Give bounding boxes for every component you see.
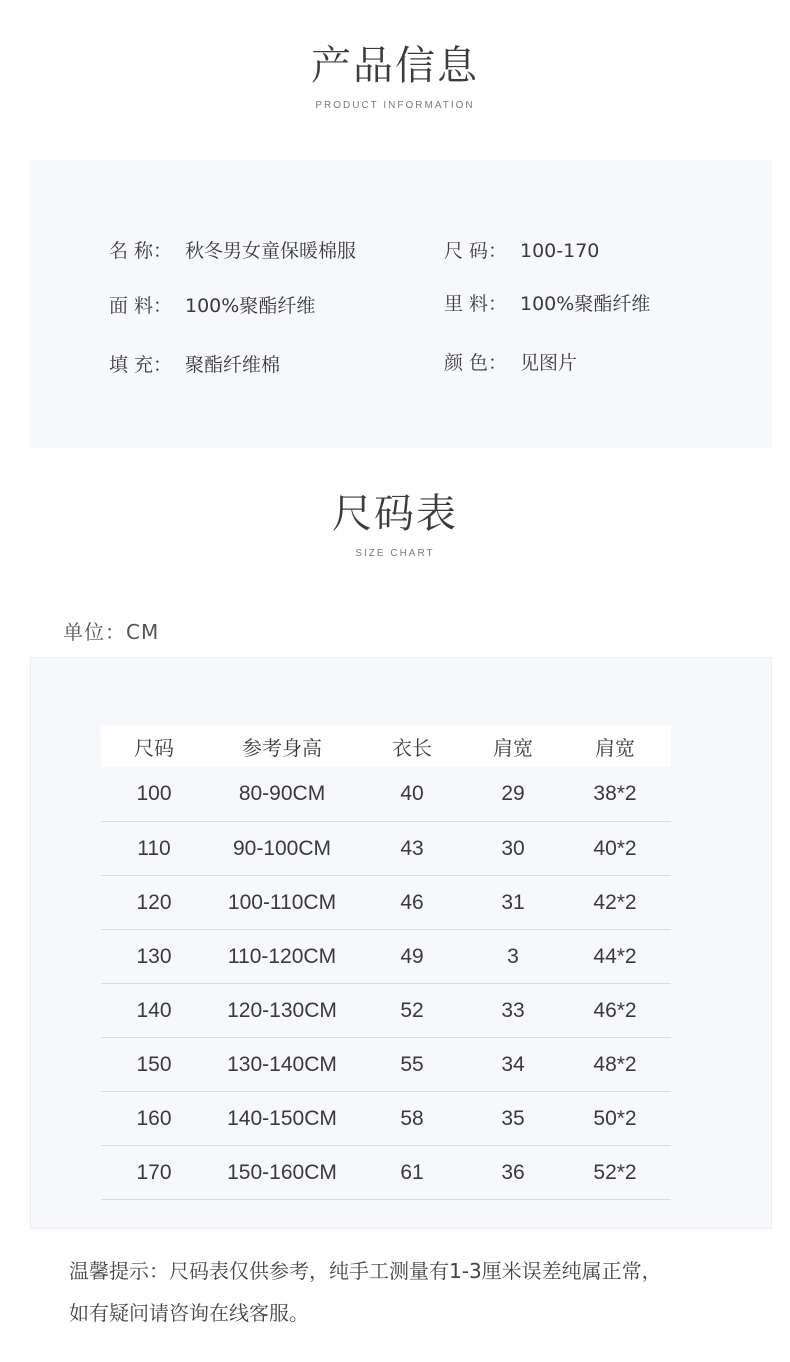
cell-size: 140 [101,984,207,1038]
cell-height: 90-100CM [207,822,357,876]
product-info-panel [30,160,772,448]
cell-shoulder: 30 [467,822,559,876]
info-item-lining [444,289,650,316]
size-chart-heading [0,490,790,559]
info-item-name [109,236,356,263]
cell-height: 100-110CM [207,876,357,930]
info-label: 面 料： [109,295,173,317]
product-info-subtitle: PRODUCT INFORMATION [315,100,475,111]
table-row [101,767,671,822]
header-shoulder: 肩宽 [467,725,559,767]
info-value: 100-170 [520,240,600,262]
cell-height: 150-160CM [207,1146,357,1200]
cell-shoulder: 35 [467,1092,559,1146]
cell-shoulder: 36 [467,1146,559,1200]
size-table-panel [30,657,772,1229]
table-row [101,1092,671,1146]
cell-shoulder-2: 48*2 [559,1038,671,1092]
table-row [101,1146,671,1200]
cell-size: 150 [101,1038,207,1092]
info-label: 填 充： [109,354,173,376]
table-row [101,822,671,876]
info-label: 颜 色： [444,352,508,374]
cell-shoulder: 33 [467,984,559,1038]
cell-height: 120-130CM [207,984,357,1038]
info-value: 聚酯纤维棉 [185,354,281,376]
cell-size: 110 [101,822,207,876]
cell-shoulder-2: 40*2 [559,822,671,876]
cell-length: 46 [357,876,467,930]
table-row [101,876,671,930]
cell-length: 52 [357,984,467,1038]
header-shoulder-2: 肩宽 [559,725,671,767]
product-info-heading [0,42,790,111]
table-row [101,984,671,1038]
info-value: 秋冬男女童保暖棉服 [185,240,357,262]
header-size: 尺码 [101,725,207,767]
info-value: 见图片 [520,352,578,374]
info-item-fabric [109,291,315,318]
cell-height: 140-150CM [207,1092,357,1146]
table-row [101,930,671,984]
info-label: 尺 码： [444,240,508,262]
product-info-title: 产品信息 [311,43,479,89]
size-table [101,725,671,1200]
cell-height: 80-90CM [207,767,357,822]
cell-shoulder-2: 38*2 [559,767,671,822]
cell-shoulder: 3 [467,930,559,984]
cell-size: 130 [101,930,207,984]
info-label: 名 称： [109,240,173,262]
unit-label: 单位：CM [63,620,160,644]
header-length: 衣长 [357,725,467,767]
cell-length: 61 [357,1146,467,1200]
info-item-filling [109,350,280,377]
cell-shoulder-2: 44*2 [559,930,671,984]
size-chart-title: 尺码表 [332,491,458,537]
cell-length: 49 [357,930,467,984]
info-value: 100%聚酯纤维 [520,293,651,315]
cell-height: 130-140CM [207,1038,357,1092]
cell-shoulder-2: 46*2 [559,984,671,1038]
cell-shoulder: 29 [467,767,559,822]
table-row [101,1038,671,1092]
cell-size: 160 [101,1092,207,1146]
cell-size: 170 [101,1146,207,1200]
header-height: 参考身高 [207,725,357,767]
cell-size: 120 [101,876,207,930]
info-value: 100%聚酯纤维 [185,295,316,317]
info-item-color [444,348,577,375]
cell-length: 43 [357,822,467,876]
cell-shoulder: 34 [467,1038,559,1092]
cell-shoulder-2: 52*2 [559,1146,671,1200]
size-chart-subtitle: SIZE CHART [355,548,435,559]
cell-height: 110-120CM [207,930,357,984]
cell-size: 100 [101,767,207,822]
cell-shoulder-2: 42*2 [559,876,671,930]
cell-shoulder: 31 [467,876,559,930]
cell-length: 55 [357,1038,467,1092]
table-header-row [101,725,671,767]
info-label: 里 料： [444,293,508,315]
cell-length: 40 [357,767,467,822]
cell-shoulder-2: 50*2 [559,1092,671,1146]
cell-length: 58 [357,1092,467,1146]
size-note-line-1: 温馨提示：尺码表仅供参考，纯手工测量有1-3厘米误差纯属正常， [69,1259,662,1283]
info-item-size [444,236,599,263]
size-note-line-2: 如有疑问请咨询在线客服。 [69,1301,309,1325]
